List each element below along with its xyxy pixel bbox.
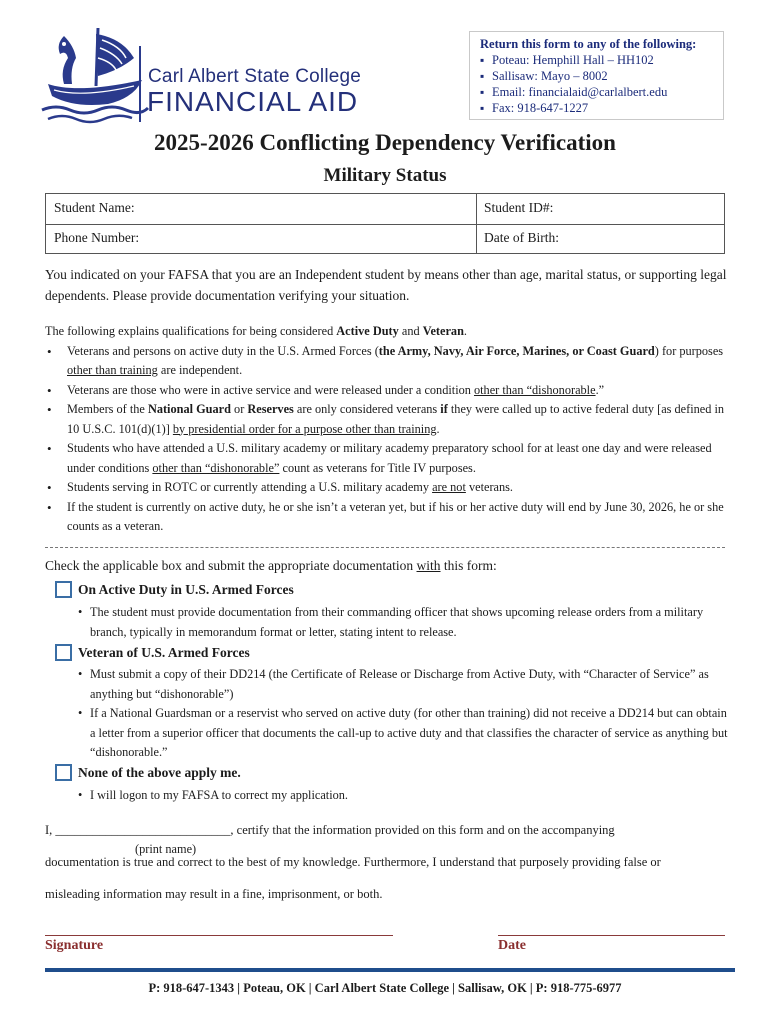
footer-divider — [45, 968, 735, 972]
requirement-item: • Must submit a copy of their DD214 (the Certificate of Release or Discharge from Active Duty, with “Character of Service” as anything but “dishonorable”) — [78, 665, 728, 704]
requirement-item: • I will logon to my FAFSA to correct my application. — [78, 786, 728, 806]
return-locations-list — [480, 52, 723, 116]
form-subtitle: Military Status — [323, 165, 447, 186]
veteran-label: Veteran of U.S. Armed Forces — [78, 644, 250, 660]
text-run: ) for purposes — [654, 343, 724, 358]
student-name-label: Student Name: — [54, 200, 135, 215]
text-run: are only considered veterans — [293, 402, 441, 416]
text-run-underlined: with — [416, 558, 441, 573]
date-of-birth-field[interactable] — [476, 224, 724, 254]
text-run: this form: — [440, 558, 497, 573]
text-run: . — [463, 324, 467, 338]
qualification-item — [45, 342, 735, 381]
brand-divider — [139, 46, 141, 122]
college-name: Carl Albert State College — [148, 66, 362, 87]
phone-number-label: Phone Number: — [54, 230, 140, 245]
text-run: The following explains qualifications for being considered — [45, 324, 337, 338]
text-run-underlined: are not — [432, 480, 466, 494]
text-run-underlined: other than training — [67, 363, 158, 377]
text-run-bold: Reserves — [247, 402, 294, 416]
text-run: they were called up to active federal duty [as defined in 10 U.S.C. 101(d)(1)] — [67, 402, 725, 436]
veteran-requirements — [78, 665, 728, 763]
text-run: Check the applicable box and submit the appropriate documentation — [45, 558, 417, 573]
option-veteran — [55, 644, 250, 661]
qualification-item: • If the student is currently on active duty, he or she isn’t a veteran yet, but if his or her active duty will end by June 30, 2026, he or she counts as a veteran. — [45, 498, 735, 537]
text-run: Students who have attended a U.S. military academy or military academy preparatory school for at least one day and were released under conditions — [67, 441, 712, 475]
option-none — [55, 764, 241, 781]
text-run: Veterans are those who were in active service and were released under a condition — [67, 382, 474, 397]
text-run: count as veterans for Title IV purposes. — [279, 460, 476, 475]
department-name: FINANCIAL AID — [147, 86, 359, 117]
student-info-table — [45, 193, 725, 254]
qualification-item — [45, 381, 735, 401]
text-run: or — [230, 402, 248, 416]
text-run: .” — [595, 382, 605, 397]
certification-line-2: documentation is true and correct to the best of my knowledge. Furthermore, I understand that purposely providing false or — [45, 855, 661, 869]
return-location-sallisaw: ▪ Sallisaw: Mayo – 8002 — [480, 68, 723, 84]
intro-paragraph: You indicated on your FAFSA that you are an Independent student by means other than age, marital status, or supporting legal dependents. Please provide documentation verifying your situation. — [45, 267, 727, 303]
signature-line[interactable] — [45, 935, 393, 936]
active-duty-checkbox[interactable] — [55, 581, 72, 598]
student-name-field[interactable] — [46, 194, 476, 224]
print-name-caption: (print name) — [135, 842, 197, 856]
none-apply-requirements — [78, 786, 728, 806]
text-run-bold: the Army, Navy, Air Force, Marines, or Coast Guard — [378, 343, 655, 358]
qualification-item — [45, 439, 735, 478]
none-apply-label: None of the above apply me. — [78, 764, 241, 780]
check-instructions — [45, 558, 497, 574]
qualifications-lead — [45, 322, 735, 342]
return-location-poteau: ▪ Poteau: Hemphill Hall – HH102 — [480, 52, 723, 68]
return-instructions-box — [469, 31, 724, 120]
text-run: Students serving in ROTC or currently attending a U.S. military academy — [67, 480, 433, 494]
text-run-bold: Active Duty — [336, 324, 399, 338]
text-run-underlined: other than “dishonorable” — [152, 460, 280, 475]
text-run: Members of the — [67, 402, 148, 416]
certification-line-1: I, ____________________________, certify that the information provided on this form and on the accompanying — [45, 823, 615, 837]
text-run-bold: Veteran — [422, 324, 464, 338]
footer-contact: P: 918-647-1343 | Poteau, OK | Carl Albert State College | Sallisaw, OK | P: 918-775-6977 — [148, 981, 622, 995]
return-location-email: ▪ Email: financialaid@carlalbert.edu — [480, 84, 723, 100]
text-run-underlined: by presidential order for a purpose other than training — [172, 421, 437, 436]
phone-number-field[interactable] — [46, 224, 476, 254]
return-location-fax: ▪ Fax: 918-647-1227 — [480, 100, 723, 116]
student-id-field[interactable] — [476, 194, 724, 224]
date-line[interactable] — [498, 935, 725, 936]
requirement-item: • The student must provide documentation from their commanding officer that shows upcoming release orders from a military branch, typically in memorandum format or letter, stating intent to release. — [78, 603, 728, 642]
text-run-bold: National Guard — [147, 402, 231, 416]
section-divider — [45, 547, 725, 548]
veteran-checkbox[interactable] — [55, 644, 72, 661]
college-logo-ship-icon — [38, 24, 150, 124]
qualifications-section — [45, 322, 735, 537]
text-run: and — [398, 324, 423, 338]
option-active-duty — [55, 581, 294, 598]
qualification-item — [45, 400, 735, 439]
requirement-item: • If a National Guardsman or a reservist who served on active duty (for other than training) did not receive a DD214 but can obtain a letter from a superior officer that documents the call-up to active duty and that classifies the character of service as anything but “dishonorable.” — [78, 704, 728, 763]
text-run: veterans. — [465, 480, 514, 494]
certification-line-3: misleading information may result in a fine, imprisonment, or both. — [45, 887, 383, 901]
date-of-birth-label: Date of Birth: — [484, 230, 559, 245]
active-duty-requirements — [78, 603, 728, 642]
qualification-item — [45, 478, 735, 498]
date-label: Date — [498, 938, 526, 953]
student-id-label: Student ID#: — [484, 200, 554, 215]
text-run-underlined: other than “dishonorable — [473, 382, 596, 397]
text-run-bold: if — [440, 402, 448, 416]
none-apply-checkbox[interactable] — [55, 764, 72, 781]
text-run: . — [436, 421, 440, 436]
text-run: Veterans and persons on active duty in the U.S. Armed Forces ( — [67, 343, 379, 358]
form-title: 2025-2026 Conflicting Dependency Verification — [154, 130, 616, 155]
qualifications-list — [45, 342, 735, 537]
return-heading: Return this form to any of the following: — [480, 37, 697, 51]
active-duty-label: On Active Duty in U.S. Armed Forces — [78, 581, 294, 597]
signature-label: Signature — [45, 938, 104, 953]
text-run: are independent. — [157, 363, 243, 377]
